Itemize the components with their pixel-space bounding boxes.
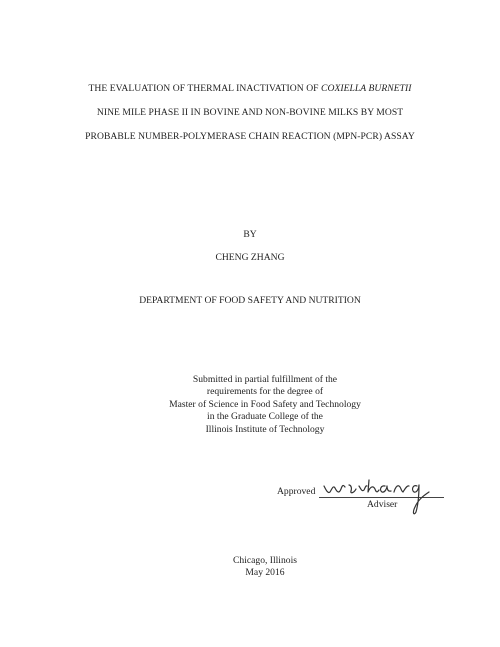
by-label: BY bbox=[243, 229, 257, 240]
date-text: May 2016 bbox=[245, 567, 285, 579]
author-name: CHENG ZHANG bbox=[215, 252, 285, 263]
thesis-title bbox=[0, 83, 500, 155]
title-line-1-text: THE EVALUATION OF THERMAL INACTIVATION OF bbox=[88, 83, 322, 94]
title-organism-name: COXIELLA BURNETII bbox=[321, 83, 412, 94]
approved-label: Approved bbox=[277, 486, 316, 497]
title-line-2: NINE MILE PHASE II IN BOVINE AND NON-BOVINE MILKS BY MOST bbox=[96, 107, 404, 118]
submission-line-2: requirements for the degree of bbox=[206, 386, 324, 398]
submission-line-3: Master of Science in Food Safety and Technology bbox=[169, 398, 361, 410]
submission-line-4: in the Graduate College of the bbox=[207, 411, 323, 423]
submission-statement bbox=[0, 374, 500, 436]
department-name: DEPARTMENT OF FOOD SAFETY AND NUTRITION bbox=[139, 295, 361, 306]
submission-line-5: Illinois Institute of Technology bbox=[205, 423, 325, 435]
footer-block bbox=[0, 555, 500, 580]
title-line-3: PROBABLE NUMBER-POLYMERASE CHAIN REACTION (MPN-PCR) ASSAY bbox=[85, 131, 415, 142]
title-line-1 bbox=[0, 83, 500, 107]
location-text: Chicago, Illinois bbox=[233, 555, 297, 566]
adviser-label: Adviser bbox=[367, 499, 398, 510]
approval-block bbox=[277, 478, 457, 538]
submission-line-1: Submitted in partial fulfillment of the bbox=[192, 374, 338, 385]
